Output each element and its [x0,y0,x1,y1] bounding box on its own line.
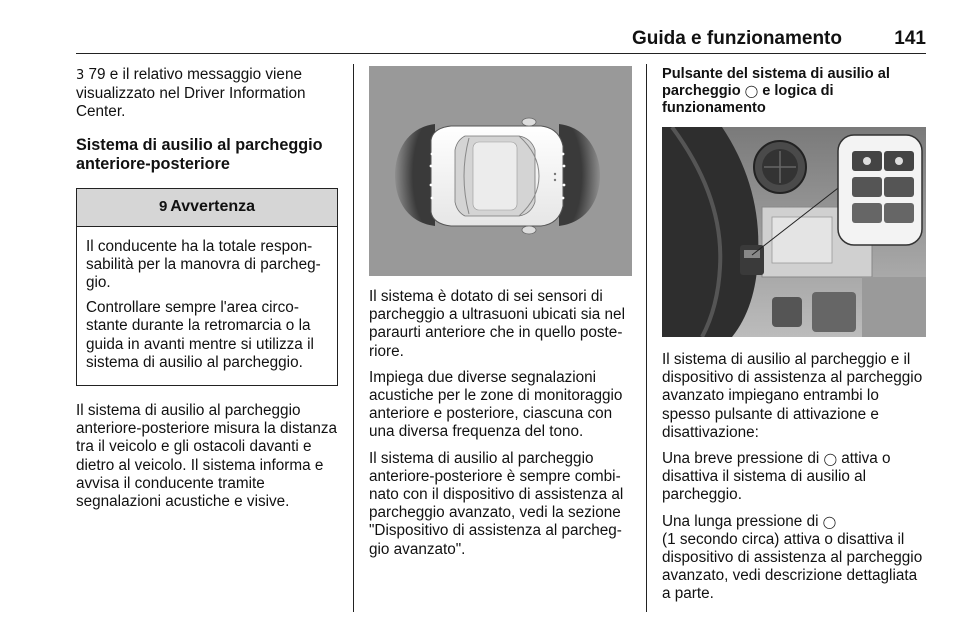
body-paragraph-1: Il sistema è dotato di sei sensori di parcheggio a ultrasuoni ubicati sia nel paraurti anteriore che in quello posteriore. [369,288,625,360]
body-paragraph-1: Il sistema di ausilio al parcheggio e il dispositivo di assistenza al parcheggio avanzato impiegano entrambi lo spesso pulsante di attivazione e disattivazione: [662,351,923,441]
warning-triangle-icon: 9 [158,198,168,215]
parking-sensor-zones-image [369,66,632,276]
cross-reference-paragraph: 3 79 e il relativo messaggio viene visualizzato nel Driver Information Center. [76,66,306,121]
column-1 [76,66,338,519]
header-rule [76,53,926,54]
dashboard-button-image [662,127,926,337]
running-title: Guida e funzionamento [631,28,842,49]
section-heading: Pulsante del sistema di ausilio al parcheggio ◯ e logica di funzionamento [662,66,890,116]
body-paragraph-3: Il sistema di ausilio al parcheggio anteriore-posteriore è sempre combinato con il dispositivo di assistenza al parcheggio avanzato, vedi la sezione "Dispositivo di assistenza al parcheggio avanzato". [369,449,624,558]
column-3 [662,66,926,612]
warning-box [76,188,338,386]
warning-header [77,189,337,227]
column-2 [369,66,632,567]
warning-text-2: Controllare sempre l'area circostante durante la retromarcia o la guida in avanti mentre si utilizza il sistema di ausilio al parcheggio. [86,299,314,371]
parking-assist-icon: ◯ [822,514,837,529]
page-number: 141 [894,28,926,49]
warning-title: Avvertenza [170,198,256,215]
section-heading: Sistema di ausilio al parcheggio anteriore-posteriore [76,135,323,173]
body-paragraph-3: Una lunga pressione di ◯ (1 secondo circa) attiva o disattiva il dispositivo di assistenza al parcheggio avanzato, vedi descrizione dettagliata a parte. [662,512,923,603]
column-divider-2 [646,64,647,612]
parking-assist-icon: ◯ [823,452,837,467]
parking-assist-icon: ◯ [744,84,759,98]
column-divider-1 [353,64,354,612]
body-paragraph-2: Impiega due diverse segnalazioni acustiche per le zone di monitoraggio anteriore e posteriore, ciascuna con una diversa frequenza del tono. [369,368,623,441]
warning-text-1: Il conducente ha la totale responsabilità per la manovra di parcheggio. [86,237,321,292]
reference-arrow-icon[interactable]: 3 [76,68,85,83]
body-paragraph-2: Una breve pressione di ◯ attiva o disattiva il sistema di ausilio al parcheggio. [662,450,891,504]
body-paragraph: Il sistema di ausilio al parcheggio anteriore-posteriore misura la distanza tra il veicolo e gli ostacoli davanti e dietro al veicolo. Il sistema informa e avvisa il conducente tramite segnalazioni acustiche e visive. [76,402,338,511]
warning-body [77,227,337,385]
page-header [76,28,926,52]
